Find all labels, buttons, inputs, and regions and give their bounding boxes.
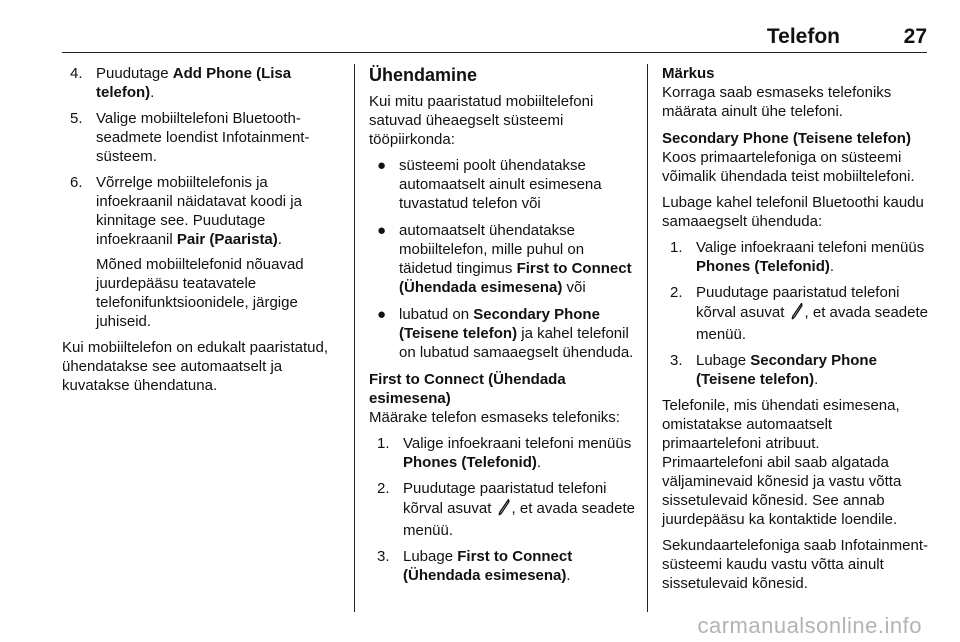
page-header <box>0 0 960 52</box>
list-item: 2. Puudutage paaristatud telefoni kõrval asuvat , et avada seadete menüü. <box>377 480 635 539</box>
page-title: Telefon <box>766 25 840 48</box>
paragraph: Lubage kahel telefonil Bluetoothi kaudu samaaegselt ühenduda: <box>662 194 924 230</box>
paragraph: Kui mitu paaristatud mobiiltelefoni satuvad üheaegselt süsteemi tööpiirkonda: <box>369 93 594 148</box>
page-number: 27 <box>903 25 927 48</box>
section-heading: Ühendamine <box>369 65 478 85</box>
paragraph: Primaartelefoni abil saab algatada väljaminevaid kõnesid ja vastu võtta sissetulevaid kõnesid. See annab juurdepääsu ka kontaktide loendile. <box>662 454 902 528</box>
paragraph: Kui mobiiltelefon on edukalt paaristatud, ühendatakse see automaatselt ja kuvatakse ühendatuna. <box>62 339 329 394</box>
step-continuation: Mõned mobiiltelefonid nõuavad juurdepääsu teatavatele telefonifunktsioonidele, järgige juhiseid. <box>96 256 304 330</box>
header-divider <box>62 52 927 53</box>
bullet-list <box>369 156 637 362</box>
list-item: ● automaatselt ühendatakse mobiiltelefon, mille puhul on täidetud tingimus First to Connect (Ühendada esimesena) või <box>377 222 632 296</box>
list-item: 3. Lubage First to Connect (Ühendada esimesena). <box>377 548 573 584</box>
bullet-icon: ● <box>377 306 387 323</box>
first-to-connect-steps <box>369 434 637 585</box>
list-item: ● süsteemi poolt ühendatakse automaatselt ainult esimesena tuvastatud telefon või <box>377 157 602 212</box>
list-item: 5. Valige mobiiltelefoni Bluetooth-seadmete loendist Infotainment-süsteem. <box>70 110 310 165</box>
subheading: First to Connect (Ühendada esimesena) <box>369 371 566 407</box>
list-item: 2. Puudutage paaristatud telefoni kõrval asuvat , et avada seadete menüü. <box>670 284 928 343</box>
watermark: carmanualsonline.info <box>697 613 922 638</box>
paragraph: Telefonile, mis ühendati esimesena, omistatakse automaatselt primaartelefoni atribuut. <box>662 397 900 452</box>
note-box <box>662 64 930 121</box>
list-item: 4. Puudutage Add Phone (Lisa telefon). <box>70 65 292 101</box>
secondary-phone-steps <box>662 238 930 389</box>
column-1 <box>62 64 345 402</box>
bullet-icon: ● <box>377 222 387 239</box>
subheading: Secondary Phone (Teisene telefon) <box>662 130 911 147</box>
bullet-icon: ● <box>377 157 387 174</box>
note-title: Märkus <box>662 65 715 82</box>
list-item: 1. Valige infoekraani telefoni menüüs Phones (Telefonid). <box>670 239 925 275</box>
paragraph: Sekundaartelefoniga saab Infotainment-süsteemi kaudu vastu võtta ainult sissetulevaid kõnesid. <box>662 537 929 592</box>
column-divider-2 <box>647 64 648 612</box>
settings-wrench-icon <box>791 302 803 325</box>
list-item: 3. Lubage Secondary Phone (Teisene telefon). <box>670 352 877 388</box>
list-item: ● lubatud on Secondary Phone (Teisene telefon) ja kahel telefonil on lubatud samaaegselt ühenduda. <box>377 306 634 361</box>
column-2 <box>369 64 637 592</box>
settings-wrench-icon <box>498 498 510 521</box>
pairing-steps <box>62 64 345 331</box>
note-text: Korraga saab esmaseks telefoniks määrata ainult ühe telefoni. <box>662 84 892 120</box>
paragraph: Koos primaartelefoniga on süsteemi võimalik ühendada teist mobiiltelefoni. <box>662 149 915 185</box>
list-item: 6. Võrrelge mobiiltelefonis ja infoekraanil näidatavat koodi ja kinnitage see. Puudutage infoekraanil Pair (Paarista). Mõned mobiiltelefonid nõuavad juurdepääsu teatavatele telefonifunktsioonidele, järgige juhiseid. <box>62 173 345 331</box>
paragraph: Määrake telefon esmaseks telefoniks: <box>369 409 620 426</box>
column-3 <box>662 64 930 600</box>
list-item: 1. Valige infoekraani telefoni menüüs Phones (Telefonid). <box>377 435 632 471</box>
column-divider-1 <box>354 64 355 612</box>
